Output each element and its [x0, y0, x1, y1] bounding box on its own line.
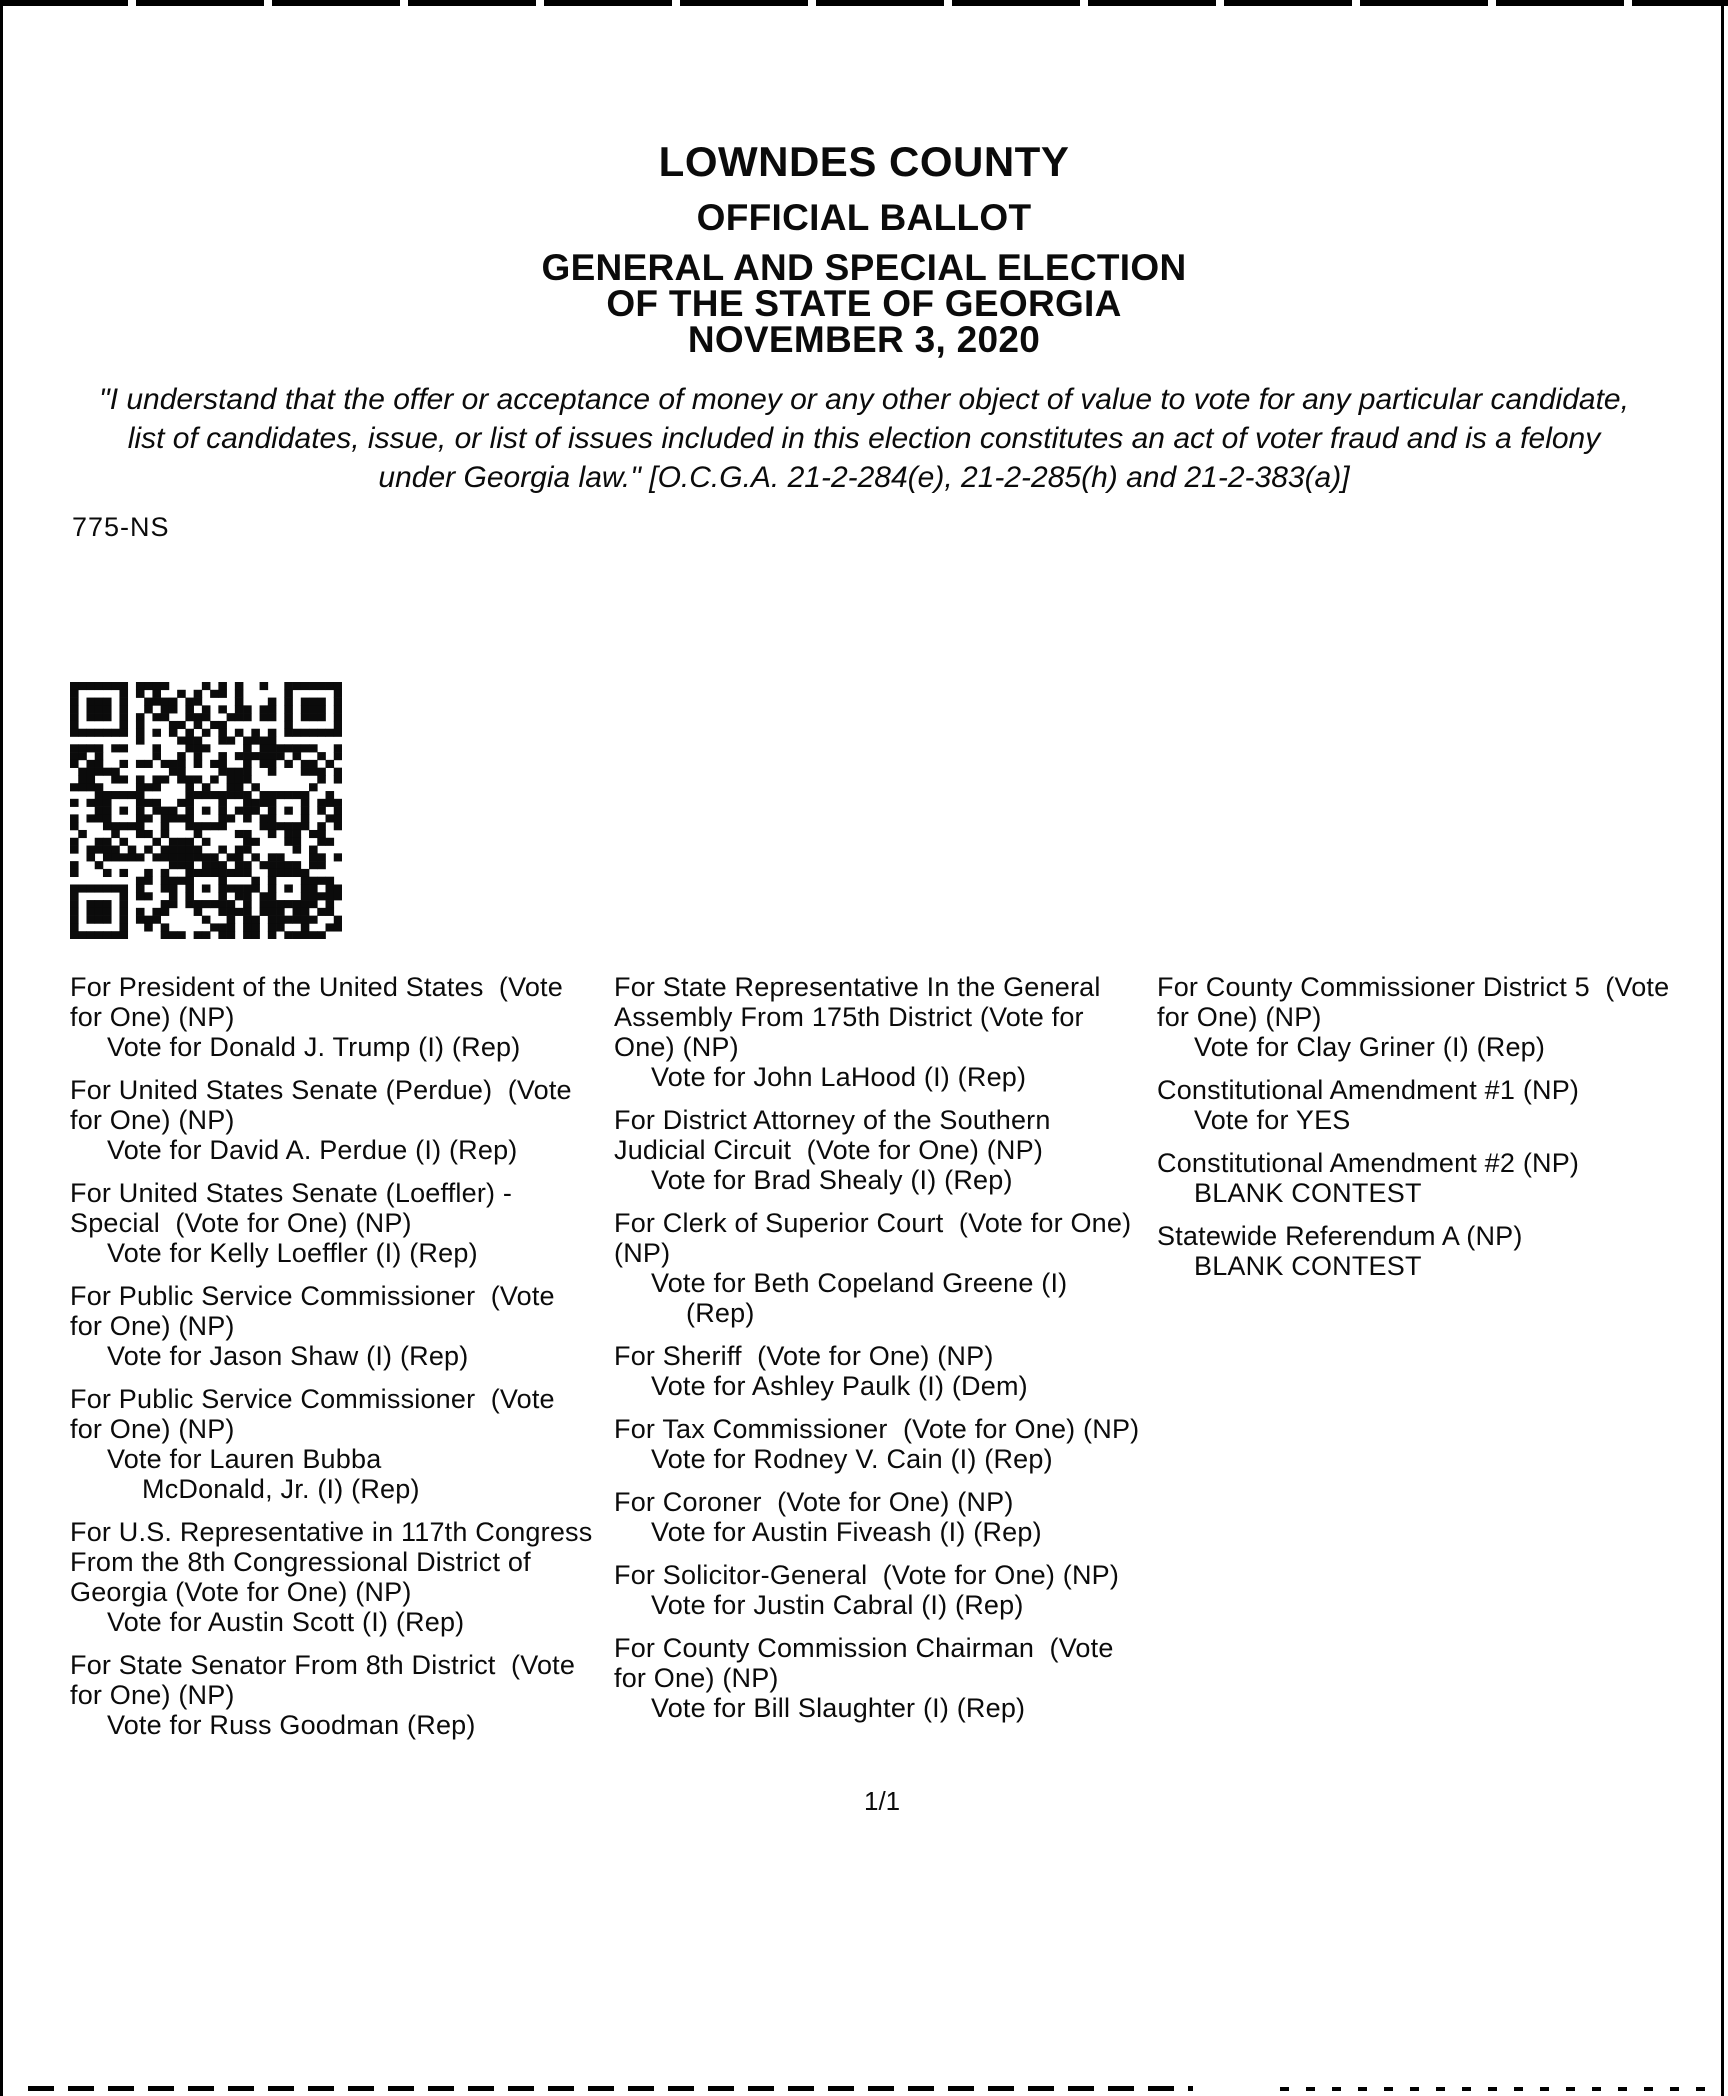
contest-vote-line: McDonald, Jr. (I) (Rep) [142, 1474, 420, 1504]
contest [70, 1075, 592, 1165]
contest-title-line: For County Commission Chairman (Vote [614, 1633, 1114, 1663]
scan-border-top [0, 0, 1728, 6]
contest-vote-line: BLANK CONTEST [1194, 1178, 1422, 1208]
contest-title-line: for One) (NP) [70, 1414, 235, 1444]
county-title: LOWNDES COUNTY [658, 138, 1070, 185]
contest-vote-line: Vote for Lauren Bubba [107, 1444, 382, 1474]
voter-fraud-notice-line: "I understand that the offer or acceptance of money or any other object of value to vote for any particular candidate, [99, 383, 1629, 416]
contest-column-2 [614, 972, 1139, 1723]
contest [614, 1208, 1139, 1328]
contest-title-line: Special (Vote for One) (NP) [70, 1208, 412, 1238]
contest-column-3 [1157, 972, 1669, 1281]
contest-title-line: for One) (NP) [1157, 1002, 1322, 1032]
contest-vote-line: Vote for Ashley Paulk (I) (Dem) [651, 1371, 1028, 1401]
contest [614, 1414, 1139, 1474]
contest [70, 972, 592, 1062]
contest-title-line: For Public Service Commissioner (Vote [70, 1281, 555, 1311]
contest-title-line: For State Representative In the General [614, 972, 1101, 1002]
contest-vote-line: Vote for John LaHood (I) (Rep) [651, 1062, 1027, 1092]
contest-vote-line: BLANK CONTEST [1194, 1251, 1422, 1281]
contest [70, 1650, 592, 1740]
contest-vote-line: (Rep) [686, 1298, 755, 1328]
contest-title-line: For United States Senate (Perdue) (Vote [70, 1075, 572, 1105]
contest [70, 1178, 592, 1268]
contest [1157, 1148, 1669, 1208]
election-title-line: GENERAL AND SPECIAL ELECTION [541, 247, 1187, 288]
contest-title-line: for One) (NP) [70, 1311, 235, 1341]
contest-title-line: For President of the United States (Vote [70, 972, 563, 1002]
election-title-line: NOVEMBER 3, 2020 [687, 319, 1041, 360]
contest-title-line: For U.S. Representative in 117th Congress [70, 1517, 593, 1547]
contest [70, 1281, 592, 1371]
ballot-type-title: OFFICIAL BALLOT [696, 197, 1032, 238]
contest-title-line: Constitutional Amendment #1 (NP) [1157, 1075, 1580, 1105]
contest [70, 1517, 592, 1637]
contest-title-line: for One) (NP) [70, 1680, 235, 1710]
contest [70, 1384, 592, 1504]
precinct-code: 775-NS [72, 512, 170, 542]
voter-fraud-notice-line: list of candidates, issue, or list of issues included in this election constitutes an act of voter fraud and is a felony [127, 422, 1601, 455]
contest [614, 1341, 1139, 1401]
contest-vote-line: Vote for Bill Slaughter (I) (Rep) [651, 1693, 1026, 1723]
contest-vote-line: Vote for Russ Goodman (Rep) [107, 1710, 476, 1740]
contest [1157, 1221, 1669, 1281]
contest [614, 1560, 1139, 1620]
contest-title-line: For United States Senate (Loeffler) - [70, 1178, 513, 1208]
contest-title-line: From the 8th Congressional District of [70, 1547, 531, 1577]
contest-title-line: Georgia (Vote for One) (NP) [70, 1577, 412, 1607]
contest-vote-line: Vote for Justin Cabral (I) (Rep) [651, 1590, 1024, 1620]
contest-title-line: For Public Service Commissioner (Vote [70, 1384, 555, 1414]
contest-title-line: (NP) [614, 1238, 671, 1268]
election-title [0, 247, 1728, 360]
contest-vote-line: Vote for Brad Shealy (I) (Rep) [651, 1165, 1013, 1195]
voter-fraud-notice [0, 380, 1728, 497]
contest-vote-line: Vote for Jason Shaw (I) (Rep) [107, 1341, 469, 1371]
contest-title-line: for One) (NP) [70, 1105, 235, 1135]
contest-title-line: for One) (NP) [614, 1663, 779, 1693]
contest-title-line: For Sheriff (Vote for One) (NP) [614, 1341, 994, 1371]
election-title-line: OF THE STATE OF GEORGIA [606, 283, 1122, 324]
contest [614, 1487, 1139, 1547]
contest-title-line: for One) (NP) [70, 1002, 235, 1032]
contest-title-line: Judicial Circuit (Vote for One) (NP) [614, 1135, 1044, 1165]
contest-title-line: For District Attorney of the Southern [614, 1105, 1051, 1135]
contest [614, 1633, 1139, 1723]
contest-vote-line: Vote for YES [1194, 1105, 1351, 1135]
contest-title-line: Assembly From 175th District (Vote for [614, 1002, 1084, 1032]
contest-title-line: For Coroner (Vote for One) (NP) [614, 1487, 1014, 1517]
contest [614, 972, 1139, 1092]
voter-fraud-notice-line: under Georgia law." [O.C.G.A. 21-2-284(e), 21-2-285(h) and 21-2-383(a)] [378, 461, 1350, 494]
contest-title-line: For Solicitor-General (Vote for One) (NP) [614, 1560, 1120, 1590]
contest-vote-line: Vote for Austin Scott (I) (Rep) [107, 1607, 465, 1637]
contest-vote-line: Vote for Rodney V. Cain (I) (Rep) [651, 1444, 1053, 1474]
contest-title-line: Statewide Referendum A (NP) [1157, 1221, 1523, 1251]
qr-code [70, 682, 342, 939]
contest-vote-line: Vote for Beth Copeland Greene (I) [651, 1268, 1068, 1298]
contest [614, 1105, 1139, 1195]
contest-vote-line: Vote for Kelly Loeffler (I) (Rep) [107, 1238, 478, 1268]
contest-title-line: For County Commissioner District 5 (Vote [1157, 972, 1670, 1002]
contest-title-line: For Tax Commissioner (Vote for One) (NP) [614, 1414, 1140, 1444]
page-number: 1/1 [864, 1786, 901, 1816]
contest-title-line: For Clerk of Superior Court (Vote for One) [614, 1208, 1132, 1238]
scan-border-bottom [1280, 2087, 1710, 2091]
contest-vote-line: Vote for Austin Fiveash (I) (Rep) [651, 1517, 1042, 1547]
contest-title-line: One) (NP) [614, 1032, 739, 1062]
contest-title-line: For State Senator From 8th District (Vote [70, 1650, 576, 1680]
contest-vote-line: Vote for Clay Griner (I) (Rep) [1194, 1032, 1546, 1062]
contest-title-line: Constitutional Amendment #2 (NP) [1157, 1148, 1580, 1178]
scan-border-bottom [28, 2086, 1193, 2091]
contest [1157, 972, 1669, 1062]
contest-vote-line: Vote for Donald J. Trump (I) (Rep) [107, 1032, 521, 1062]
contest-column-1 [70, 972, 592, 1740]
contest [1157, 1075, 1669, 1135]
contest-vote-line: Vote for David A. Perdue (I) (Rep) [107, 1135, 518, 1165]
